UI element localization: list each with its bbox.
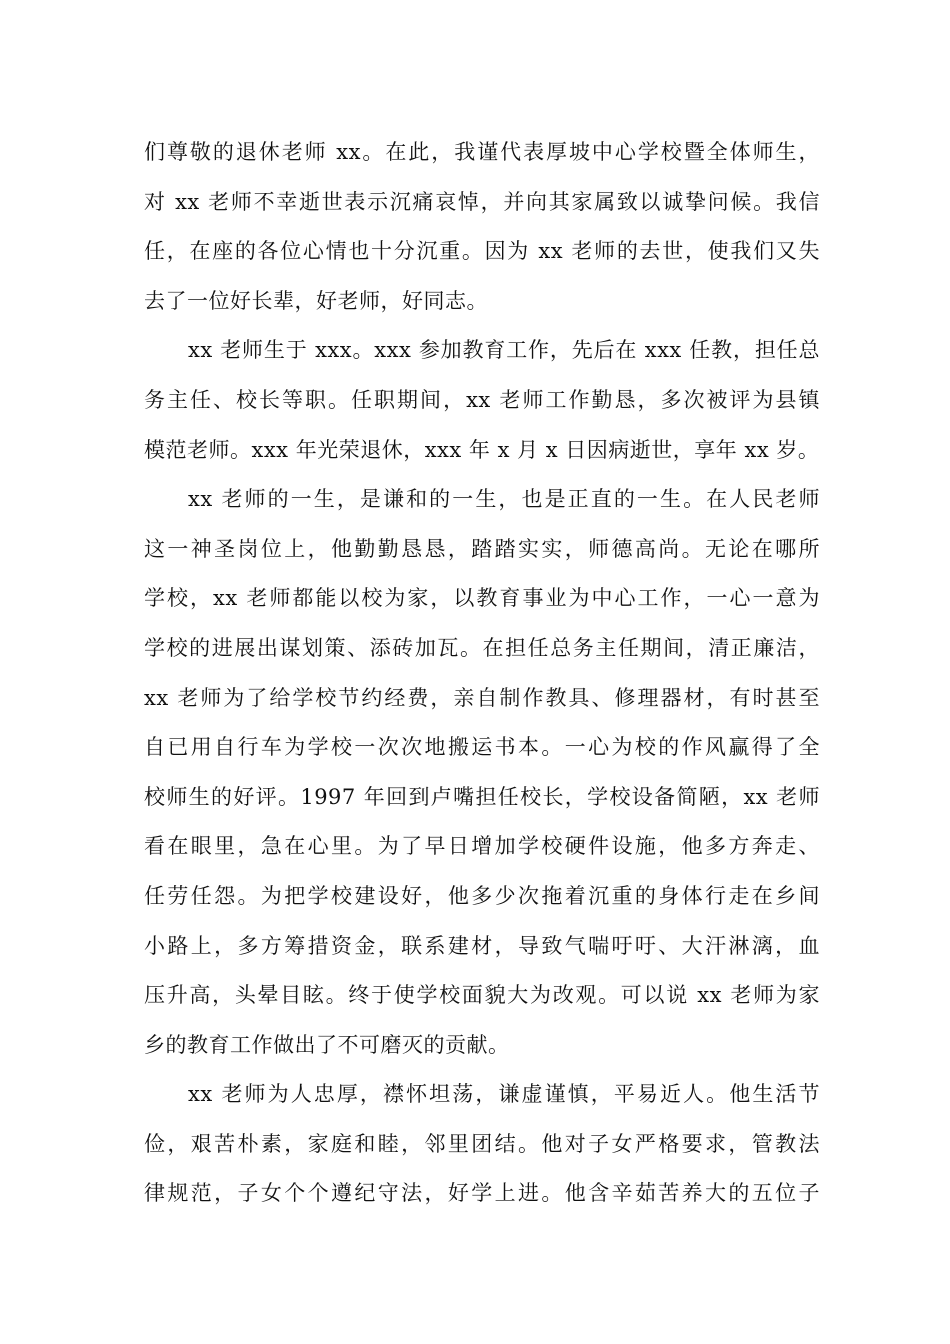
text-line: 务主任、校长等职。任职期间，xx 老师工作勤恳，多次被评为县镇 bbox=[144, 387, 820, 412]
text-line: 去了一位好长辈，好老师，好同志。 bbox=[144, 288, 488, 313]
text-line: 学校，xx 老师都能以校为家，以教育事业为中心工作，一心一意为 bbox=[144, 586, 820, 611]
text-line: 任，在座的各位心情也十分沉重。因为 xx 老师的去世，使我们又失 bbox=[144, 239, 820, 264]
text-line: 对 xx 老师不幸逝世表示沉痛哀悼，并向其家属致以诚挚问候。我信 bbox=[144, 189, 820, 214]
text-line: 校师生的好评。1997 年回到卢嘴担任校长，学校设备简陋，xx 老师 bbox=[144, 784, 820, 809]
text-line: 乡的教育工作做出了不可磨灭的贡献。 bbox=[144, 1032, 510, 1057]
paragraph-3 bbox=[144, 475, 820, 1070]
text-line: 压升高，头晕目眩。终于使学校面貌大为改观。可以说 xx 老师为家 bbox=[144, 983, 820, 1008]
text-line: xx 老师生于 xxx。xxx 参加教育工作，先后在 xxx 任教，担任总 bbox=[188, 338, 820, 363]
text-line: xx 老师为人忠厚，襟怀坦荡，谦虚谨慎，平易近人。他生活节 bbox=[188, 1082, 820, 1107]
text-line: 看在眼里，急在心里。为了早日增加学校硬件设施，他多方奔走、 bbox=[144, 834, 820, 859]
text-line: xx 老师的一生，是谦和的一生，也是正直的一生。在人民老师 bbox=[188, 487, 820, 512]
text-line: 学校的进展出谋划策、添砖加瓦。在担任总务主任期间，清正廉洁， bbox=[144, 635, 820, 660]
paragraph-4 bbox=[144, 1070, 820, 1219]
text-line: 自已用自行车为学校一次次地搬运书本。一心为校的作风赢得了全 bbox=[144, 735, 820, 760]
text-line: 小路上，多方筹措资金，联系建材，导致气喘吁吁、大汗淋漓，血 bbox=[144, 933, 820, 958]
text-line: 这一神圣岗位上，他勤勤恳恳，踏踏实实，师德高尚。无论在哪所 bbox=[144, 536, 820, 561]
document-body bbox=[144, 128, 820, 1219]
text-line: 们尊敬的退休老师 xx。在此，我谨代表厚坡中心学校暨全体师生， bbox=[144, 140, 820, 164]
paragraph-1 bbox=[144, 128, 820, 326]
text-line: 俭，艰苦朴素，家庭和睦，邻里团结。他对子女严格要求，管教法 bbox=[144, 1131, 820, 1156]
text-line: 模范老师。xxx 年光荣退休，xxx 年 x 月 x 日因病逝世，享年 xx 岁。 bbox=[144, 437, 820, 462]
text-line: xx 老师为了给学校节约经费，亲自制作教具、修理器材，有时甚至 bbox=[144, 685, 820, 710]
paragraph-2 bbox=[144, 326, 820, 475]
text-line: 任劳任怨。为把学校建设好，他多少次拖着沉重的身体行走在乡间 bbox=[144, 883, 820, 908]
text-line: 律规范，子女个个遵纪守法，好学上进。他含辛茹苦养大的五位子 bbox=[144, 1181, 820, 1206]
